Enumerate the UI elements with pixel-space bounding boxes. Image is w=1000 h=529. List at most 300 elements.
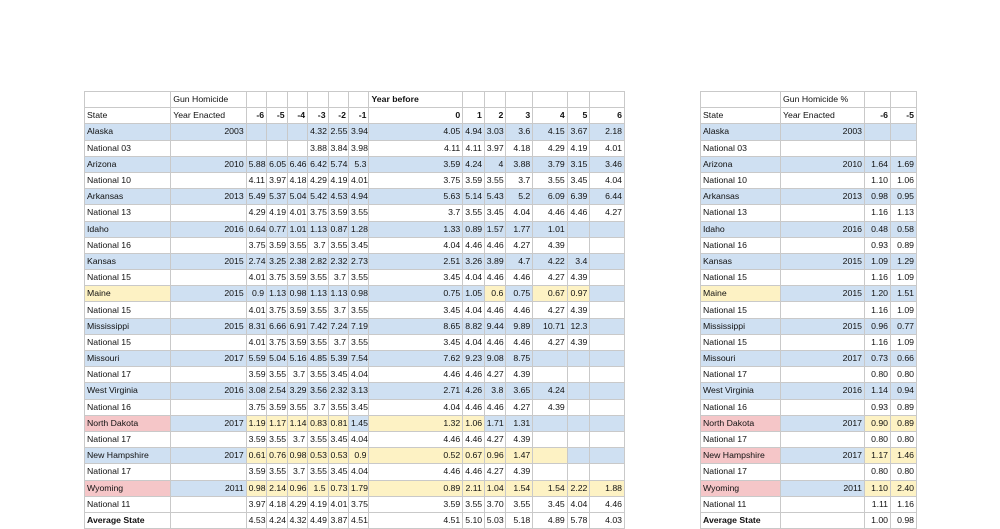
- value-cell: 4.04: [506, 205, 533, 221]
- value-cell: 3.45: [349, 399, 369, 415]
- value-cell: [590, 286, 625, 302]
- average-value-cell: 5.10: [463, 512, 485, 528]
- value-cell: 3.55: [308, 464, 328, 480]
- value-cell: 2.40: [891, 480, 917, 496]
- value-cell: 3.55: [484, 172, 506, 188]
- value-cell: 3.75: [308, 205, 328, 221]
- average-row: [701, 512, 917, 528]
- value-cell: [567, 399, 590, 415]
- value-cell: 4.04: [463, 302, 485, 318]
- value-cell: 2.51: [369, 253, 463, 269]
- year-enacted-cell: [171, 140, 246, 156]
- state-cell: National 17: [701, 367, 781, 383]
- value-cell: 2.11: [463, 480, 485, 496]
- value-cell: 0.93: [865, 237, 891, 253]
- value-cell: 10.71: [533, 318, 567, 334]
- value-cell: 4.19: [567, 140, 590, 156]
- value-cell: 0.80: [865, 367, 891, 383]
- year-enacted-cell: 2003: [171, 124, 246, 140]
- value-cell: 3.97: [267, 172, 287, 188]
- header-blank: [891, 92, 917, 108]
- year-enacted-cell: [781, 237, 865, 253]
- table-row: [85, 367, 625, 383]
- state-cell: National 03: [701, 140, 781, 156]
- value-cell: 4.39: [567, 334, 590, 350]
- value-cell: 3.59: [246, 464, 266, 480]
- value-cell: [567, 221, 590, 237]
- value-cell: 0.67: [463, 448, 485, 464]
- value-cell: 3.45: [484, 205, 506, 221]
- value-cell: 3.4: [567, 253, 590, 269]
- table-row: [85, 205, 625, 221]
- header-blank: [865, 92, 891, 108]
- value-cell: [533, 351, 567, 367]
- state-cell: National 17: [85, 464, 171, 480]
- value-cell: 5.63: [369, 189, 463, 205]
- value-cell: 1.57: [484, 221, 506, 237]
- column-header-year-enacted: Year Enacted: [781, 108, 865, 124]
- year-enacted-cell: 2015: [781, 318, 865, 334]
- value-cell: 3.7: [328, 302, 348, 318]
- value-cell: 0.73: [865, 351, 891, 367]
- value-cell: 0.61: [246, 448, 266, 464]
- value-cell: 3.70: [484, 496, 506, 512]
- header-blank: [533, 92, 567, 108]
- table-row: [701, 351, 917, 367]
- value-cell: 4.53: [328, 189, 348, 205]
- state-cell: New Hampshire: [85, 448, 171, 464]
- value-cell: 5.14: [463, 189, 485, 205]
- value-cell: 4.39: [506, 464, 533, 480]
- value-cell: 3.6: [506, 124, 533, 140]
- value-cell: 5.37: [267, 189, 287, 205]
- value-cell: 3.55: [328, 237, 348, 253]
- value-cell: 0.6: [484, 286, 506, 302]
- average-value-cell: 4.24: [267, 512, 287, 528]
- header-row-2: [85, 108, 625, 124]
- value-cell: 3.55: [308, 302, 328, 318]
- value-cell: 0.80: [891, 367, 917, 383]
- value-cell: 3.59: [267, 237, 287, 253]
- year-enacted-cell: 2016: [171, 383, 246, 399]
- value-cell: 3.55: [308, 334, 328, 350]
- header-blank: [506, 92, 533, 108]
- value-cell: 1.46: [891, 448, 917, 464]
- value-cell: 0.80: [865, 431, 891, 447]
- value-cell: [590, 253, 625, 269]
- state-cell: Alaska: [85, 124, 171, 140]
- value-cell: 4.05: [369, 124, 463, 140]
- value-cell: 4.39: [506, 431, 533, 447]
- value-cell: 1.14: [865, 383, 891, 399]
- value-cell: 3.59: [246, 367, 266, 383]
- value-cell: 4.04: [463, 270, 485, 286]
- average-value-cell: 4.53: [246, 512, 266, 528]
- value-cell: 0.64: [246, 221, 266, 237]
- value-cell: 0.98: [287, 286, 307, 302]
- year-enacted-cell: 2015: [781, 253, 865, 269]
- table-row: [85, 318, 625, 334]
- value-cell: 0.58: [891, 221, 917, 237]
- average-value-cell: 4.49: [308, 512, 328, 528]
- value-cell: 3.55: [267, 431, 287, 447]
- value-cell: 0.53: [308, 448, 328, 464]
- table-row: [85, 189, 625, 205]
- year-enacted-cell: [171, 302, 246, 318]
- header-blank: [590, 92, 625, 108]
- table-row: [85, 237, 625, 253]
- state-cell: Missouri: [701, 351, 781, 367]
- value-cell: 0.95: [891, 189, 917, 205]
- value-cell: 4.18: [506, 140, 533, 156]
- value-cell: 1.16: [865, 302, 891, 318]
- value-cell: [533, 448, 567, 464]
- column-header-offset: -4: [287, 108, 307, 124]
- column-header-offset: -5: [891, 108, 917, 124]
- value-cell: 4.29: [308, 172, 328, 188]
- column-header-offset: 1: [463, 108, 485, 124]
- value-cell: 3.55: [349, 334, 369, 350]
- value-cell: 4.46: [463, 399, 485, 415]
- value-cell: 3.45: [369, 334, 463, 350]
- value-cell: 3.29: [287, 383, 307, 399]
- value-cell: 4.39: [533, 237, 567, 253]
- table-row: [85, 496, 625, 512]
- value-cell: 3.75: [267, 334, 287, 350]
- value-cell: 3.75: [267, 270, 287, 286]
- value-cell: 4.27: [506, 237, 533, 253]
- value-cell: 0.66: [891, 351, 917, 367]
- average-value-cell: 0.98: [891, 512, 917, 528]
- value-cell: 1.47: [506, 448, 533, 464]
- value-cell: 4.29: [533, 140, 567, 156]
- value-cell: [567, 383, 590, 399]
- column-header-offset: -6: [865, 108, 891, 124]
- average-value-cell: 4.89: [533, 512, 567, 528]
- value-cell: 2.82: [308, 253, 328, 269]
- year-enacted-cell: 2017: [781, 351, 865, 367]
- table-row: [701, 221, 917, 237]
- value-cell: 4.27: [484, 431, 506, 447]
- value-cell: [590, 270, 625, 286]
- table-row: [701, 367, 917, 383]
- value-cell: 4.46: [463, 464, 485, 480]
- value-cell: 5.2: [506, 189, 533, 205]
- value-cell: [590, 302, 625, 318]
- year-enacted-cell: 2015: [171, 253, 246, 269]
- value-cell: 3.75: [369, 172, 463, 188]
- value-cell: 4: [484, 156, 506, 172]
- value-cell: 9.89: [506, 318, 533, 334]
- value-cell: 1.13: [267, 286, 287, 302]
- state-cell: National 17: [85, 367, 171, 383]
- value-cell: 5.42: [308, 189, 328, 205]
- value-cell: 3.03: [484, 124, 506, 140]
- average-label: Average State: [85, 512, 171, 528]
- value-cell: 3.94: [349, 124, 369, 140]
- value-cell: 3.59: [369, 156, 463, 172]
- value-cell: 5.43: [484, 189, 506, 205]
- state-cell: Idaho: [85, 221, 171, 237]
- value-cell: 3.45: [369, 270, 463, 286]
- year-enacted-cell: [781, 367, 865, 383]
- value-cell: 4.7: [506, 253, 533, 269]
- year-enacted-cell: [171, 464, 246, 480]
- year-enacted-cell: [171, 367, 246, 383]
- column-header-state: State: [701, 108, 781, 124]
- value-cell: 9.08: [484, 351, 506, 367]
- year-enacted-cell: [781, 399, 865, 415]
- state-cell: National 10: [701, 172, 781, 188]
- value-cell: 3.55: [308, 431, 328, 447]
- header-row-1: [701, 92, 917, 108]
- value-cell: 1.77: [506, 221, 533, 237]
- value-cell: 3.8: [484, 383, 506, 399]
- value-cell: [567, 415, 590, 431]
- value-cell: 4.46: [463, 237, 485, 253]
- value-cell: 1.32: [369, 415, 463, 431]
- value-cell: 0.98: [865, 189, 891, 205]
- table-row: [701, 140, 917, 156]
- value-cell: 1.04: [484, 480, 506, 496]
- table-row: [701, 431, 917, 447]
- value-cell: 0.80: [891, 431, 917, 447]
- column-header-offset: 0: [369, 108, 463, 124]
- value-cell: 6.05: [267, 156, 287, 172]
- value-cell: [590, 448, 625, 464]
- value-cell: 1.13: [328, 286, 348, 302]
- column-header-offset: -2: [328, 108, 348, 124]
- table-row: [85, 286, 625, 302]
- value-cell: 1.79: [349, 480, 369, 496]
- value-cell: 4.04: [349, 367, 369, 383]
- value-cell: 1.16: [891, 496, 917, 512]
- value-cell: 7.62: [369, 351, 463, 367]
- value-cell: [590, 334, 625, 350]
- state-cell: Arizona: [701, 156, 781, 172]
- value-cell: 1.10: [865, 172, 891, 188]
- value-cell: 8.82: [463, 318, 485, 334]
- state-cell: North Dakota: [701, 415, 781, 431]
- state-cell: National 13: [701, 205, 781, 221]
- value-cell: [567, 367, 590, 383]
- state-cell: National 16: [701, 237, 781, 253]
- value-cell: 12.3: [567, 318, 590, 334]
- table-row: [85, 140, 625, 156]
- table-row: [85, 253, 625, 269]
- state-cell: New Hampshire: [701, 448, 781, 464]
- state-cell: National 16: [701, 399, 781, 415]
- value-cell: 5.49: [246, 189, 266, 205]
- state-cell: Alaska: [701, 124, 781, 140]
- value-cell: 8.75: [506, 351, 533, 367]
- table-row: [85, 156, 625, 172]
- value-cell: 4.04: [369, 399, 463, 415]
- state-cell: National 17: [85, 431, 171, 447]
- value-cell: [590, 399, 625, 415]
- value-cell: 3.08: [246, 383, 266, 399]
- value-cell: 4.22: [533, 253, 567, 269]
- value-cell: 0.89: [891, 415, 917, 431]
- value-cell: 4.18: [267, 496, 287, 512]
- value-cell: 3.15: [567, 156, 590, 172]
- average-value-cell: 4.32: [287, 512, 307, 528]
- header-blank: [463, 92, 485, 108]
- value-cell: 1.13: [891, 205, 917, 221]
- value-cell: 4.15: [533, 124, 567, 140]
- value-cell: [533, 464, 567, 480]
- value-cell: 1.01: [287, 221, 307, 237]
- table-row: [85, 383, 625, 399]
- value-cell: 1.14: [287, 415, 307, 431]
- value-cell: 4.11: [246, 172, 266, 188]
- value-cell: 7.54: [349, 351, 369, 367]
- value-cell: 1.16: [865, 334, 891, 350]
- value-cell: 5.39: [328, 351, 348, 367]
- value-cell: 1.09: [865, 253, 891, 269]
- value-cell: 7.24: [328, 318, 348, 334]
- value-cell: 0.53: [328, 448, 348, 464]
- value-cell: 4.46: [463, 431, 485, 447]
- value-cell: [590, 221, 625, 237]
- value-cell: [287, 140, 307, 156]
- header-metric-label: Gun Homicide: [171, 92, 246, 108]
- value-cell: 2.74: [246, 253, 266, 269]
- value-cell: 4.46: [484, 334, 506, 350]
- value-cell: 3.55: [463, 205, 485, 221]
- value-cell: 1.31: [506, 415, 533, 431]
- value-cell: 6.09: [533, 189, 567, 205]
- value-cell: 4.46: [484, 270, 506, 286]
- value-cell: 4.27: [533, 302, 567, 318]
- value-cell: 0.81: [328, 415, 348, 431]
- year-enacted-cell: [781, 302, 865, 318]
- table-row: [701, 383, 917, 399]
- table-row: [701, 189, 917, 205]
- value-cell: [891, 140, 917, 156]
- value-cell: 5.3: [349, 156, 369, 172]
- value-cell: 3.88: [506, 156, 533, 172]
- value-cell: [590, 383, 625, 399]
- year-enacted-cell: 2017: [781, 448, 865, 464]
- value-cell: 3.25: [267, 253, 287, 269]
- value-cell: 3.55: [349, 302, 369, 318]
- value-cell: 3.59: [463, 172, 485, 188]
- column-header-offset: -5: [267, 108, 287, 124]
- value-cell: 3.79: [533, 156, 567, 172]
- state-cell: Missouri: [85, 351, 171, 367]
- value-cell: 0.96: [865, 318, 891, 334]
- value-cell: 4.27: [533, 270, 567, 286]
- table-row: [701, 399, 917, 415]
- value-cell: 0.98: [349, 286, 369, 302]
- value-cell: 3.59: [267, 399, 287, 415]
- state-cell: National 15: [85, 334, 171, 350]
- value-cell: [590, 415, 625, 431]
- value-cell: [533, 431, 567, 447]
- value-cell: 3.75: [246, 399, 266, 415]
- value-cell: 4.01: [349, 172, 369, 188]
- value-cell: 2.18: [590, 124, 625, 140]
- value-cell: 0.93: [865, 399, 891, 415]
- state-cell: Mississippi: [85, 318, 171, 334]
- year-enacted-cell: [171, 334, 246, 350]
- value-cell: 0.83: [308, 415, 328, 431]
- value-cell: 3.55: [506, 496, 533, 512]
- value-cell: 4.04: [369, 237, 463, 253]
- year-enacted-cell: 2013: [781, 189, 865, 205]
- value-cell: 4.46: [567, 205, 590, 221]
- value-cell: 5.59: [246, 351, 266, 367]
- table-row: [85, 124, 625, 140]
- value-cell: 4.01: [246, 270, 266, 286]
- value-cell: 3.45: [328, 464, 348, 480]
- table-row: [701, 496, 917, 512]
- year-enacted-cell: [171, 270, 246, 286]
- value-cell: 0.77: [891, 318, 917, 334]
- value-cell: 0.80: [865, 464, 891, 480]
- table-row: [701, 286, 917, 302]
- value-cell: 4.27: [506, 399, 533, 415]
- value-cell: 1.88: [590, 480, 625, 496]
- state-cell: West Virginia: [701, 383, 781, 399]
- value-cell: 3.7: [287, 464, 307, 480]
- value-cell: 4.46: [533, 205, 567, 221]
- value-cell: 1.17: [267, 415, 287, 431]
- value-cell: 0.67: [533, 286, 567, 302]
- value-cell: 3.97: [484, 140, 506, 156]
- year-enacted-cell: [781, 140, 865, 156]
- table-row: [85, 221, 625, 237]
- state-cell: National 11: [85, 496, 171, 512]
- value-cell: 3.45: [533, 496, 567, 512]
- table-row: [701, 124, 917, 140]
- average-value-cell: 1.00: [865, 512, 891, 528]
- value-cell: 3.26: [463, 253, 485, 269]
- value-cell: 3.55: [267, 464, 287, 480]
- average-blank: [171, 512, 246, 528]
- value-cell: [246, 140, 266, 156]
- value-cell: [590, 237, 625, 253]
- value-cell: 0.80: [891, 464, 917, 480]
- table-row: [85, 480, 625, 496]
- value-cell: 6.46: [287, 156, 307, 172]
- value-cell: 1.71: [484, 415, 506, 431]
- average-blank: [781, 512, 865, 528]
- value-cell: 3.59: [246, 431, 266, 447]
- value-cell: 1.13: [308, 286, 328, 302]
- year-enacted-cell: 2017: [781, 415, 865, 431]
- average-label: Average State: [701, 512, 781, 528]
- value-cell: 0.89: [891, 399, 917, 415]
- value-cell: 3.7: [506, 172, 533, 188]
- header-row-1: [85, 92, 625, 108]
- year-enacted-cell: [781, 270, 865, 286]
- table-row: [85, 270, 625, 286]
- value-cell: 3.7: [328, 334, 348, 350]
- value-cell: 4.01: [246, 302, 266, 318]
- value-cell: 1.45: [349, 415, 369, 431]
- state-cell: Maine: [85, 286, 171, 302]
- column-header-offset: 3: [506, 108, 533, 124]
- value-cell: [590, 367, 625, 383]
- year-enacted-cell: 2017: [171, 351, 246, 367]
- value-cell: 4.39: [567, 270, 590, 286]
- value-cell: 3.84: [328, 140, 348, 156]
- value-cell: 1.28: [349, 221, 369, 237]
- value-cell: 0.52: [369, 448, 463, 464]
- state-cell: Wyoming: [85, 480, 171, 496]
